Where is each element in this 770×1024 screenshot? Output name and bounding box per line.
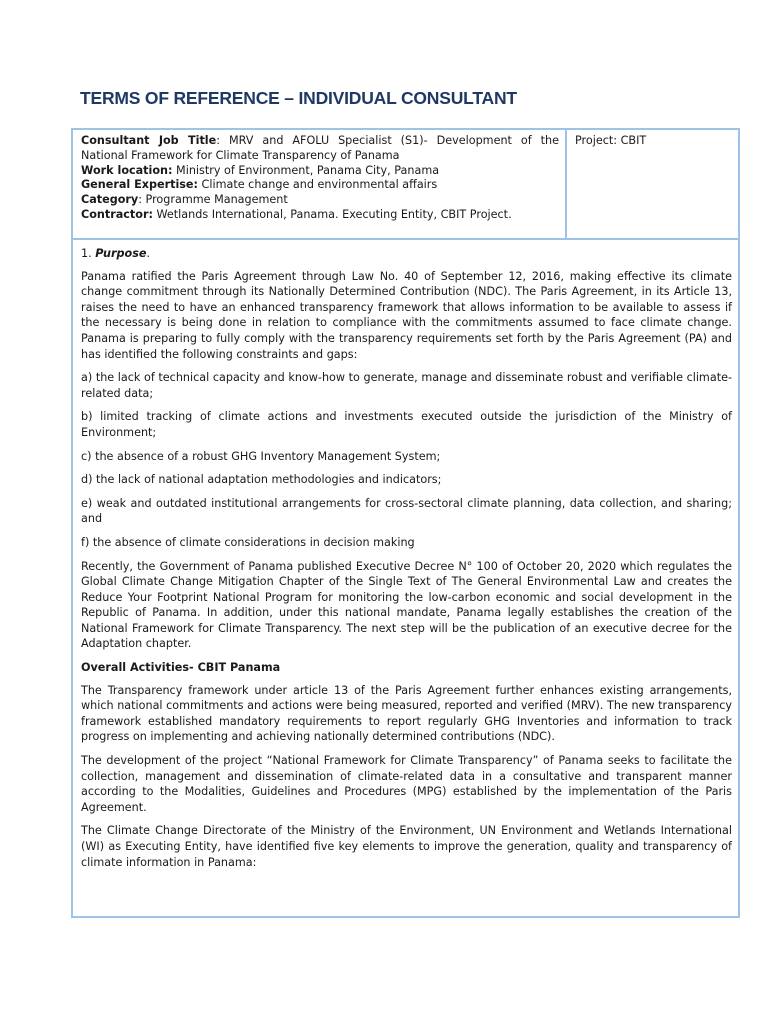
general-expertise-label: General Expertise:: [81, 178, 198, 192]
overall-activities-heading: Overall Activities- CBIT Panama: [81, 661, 281, 675]
job-title-value: : MRV and AFOLU Specialist (S1)- Development of the: [216, 134, 559, 147]
executive-decree-paragraph: Recently, the Government of Panama published Executive Decree N° 100 of October 20, 2020 which regulates the Global Climate Change Mitigation Chapter of the Single Text of The General Environmental Law and creates the Reduce Your Footprint National Program for monitoring the low-carbon economic and social development in the Republic of Panama. In addition, under this national mandate, Panama legally establishes the creation of the National Framework for Climate Transparency. The next step will be the publication of an executive decree for the Adaptation chapter.: [81, 559, 732, 651]
general-expertise-line: [81, 178, 559, 193]
job-title-label: Consultant Job Title: [81, 134, 217, 147]
constraint-item: d) the lack of national adaptation methodologies and indicators;: [81, 473, 442, 487]
job-title-line: [81, 134, 559, 149]
page-title: TERMS OF REFERENCE – INDIVIDUAL CONSULTANT: [80, 88, 517, 108]
contractor-line: [81, 208, 559, 223]
constraint-item: f) the absence of climate considerations in decision making: [81, 535, 415, 549]
tor-body: [73, 240, 738, 870]
purpose-title: Purpose: [95, 247, 147, 260]
category-label: Category: [81, 193, 139, 207]
purpose-intro-paragraph: Panama ratified the Paris Agreement through Law No. 40 of September 12, 2016, making effective its climate change commitment through its Nationally Determined Contribution (NDC). The Paris Agreement, in its Article 13, raises the need to have an enhanced transparency framework that allows information to be available to assess if the necessary is being done in relation to compliance with the commitments assumed to face climate change. Panama is preparing to fully comply with the transparency requirements set forth by the Paris Agreement (PA) and has identified the following constraints and gaps:: [81, 269, 732, 361]
project-label: Project: CBIT: [575, 134, 647, 147]
work-location-label: Work location:: [81, 163, 173, 177]
constraint-item: b) limited tracking of climate actions and investments executed outside the jurisdiction of the Ministry of Environment;: [81, 410, 732, 439]
purpose-period: .: [146, 247, 151, 260]
contractor-label: Contractor:: [81, 207, 153, 221]
general-expertise-value: Climate change and environmental affairs: [198, 178, 438, 192]
constraint-item: c) the absence of a robust GHG Inventory Management System;: [81, 449, 441, 463]
work-location-value: Ministry of Environment, Panama City, Panama: [172, 163, 440, 177]
key-elements-paragraph: The Climate Change Directorate of the Ministry of the Environment, UN Environment and Wetlands International (WI) as Executing Entity, have identified five key elements to improve the generation, quality and transparency of climate information in Panama:: [81, 824, 732, 869]
consultant-details-row: [73, 130, 738, 240]
constraint-item: e) weak and outdated institutional arrangements for cross-sectoral climate planning, data collection, and sharing; and: [81, 496, 732, 526]
consultant-details-cell: [73, 130, 567, 238]
category-value: : Programme Management: [138, 193, 288, 207]
job-title-line-2: National Framework for Climate Transparency of Panama: [81, 148, 400, 162]
project-cell: [567, 130, 738, 238]
work-location-line: [81, 164, 559, 179]
transparency-framework-paragraph: The Transparency framework under article 13 of the Paris Agreement further enhances existing arrangements, which national commitments and actions were being measured, reported and verified (MRV). The new transparency framework established mandatory requirements to report regularly GHG Inventories and information to track progress on implementing and achieving nationally determined contributions (NDC).: [81, 683, 732, 744]
terms-of-reference-table: [71, 128, 740, 918]
project-development-paragraph: The development of the project “National Framework for Climate Transparency” of Panama seeks to facilitate the collection, management and dissemination of climate-related data in a consultative and transparent manner according to the Modalities, Guidelines and Procedures (MPG) established by the implementation of the Paris Agreement.: [81, 754, 732, 814]
category-line: [81, 193, 559, 208]
purpose-number: 1.: [81, 247, 96, 260]
contractor-value: Wetlands International, Panama. Executing Entity, CBIT Project.: [152, 207, 512, 221]
constraint-item: a) the lack of technical capacity and know-how to generate, manage and disseminate robust and verifiable climate-related data;: [81, 371, 732, 400]
purpose-heading: [81, 246, 732, 262]
